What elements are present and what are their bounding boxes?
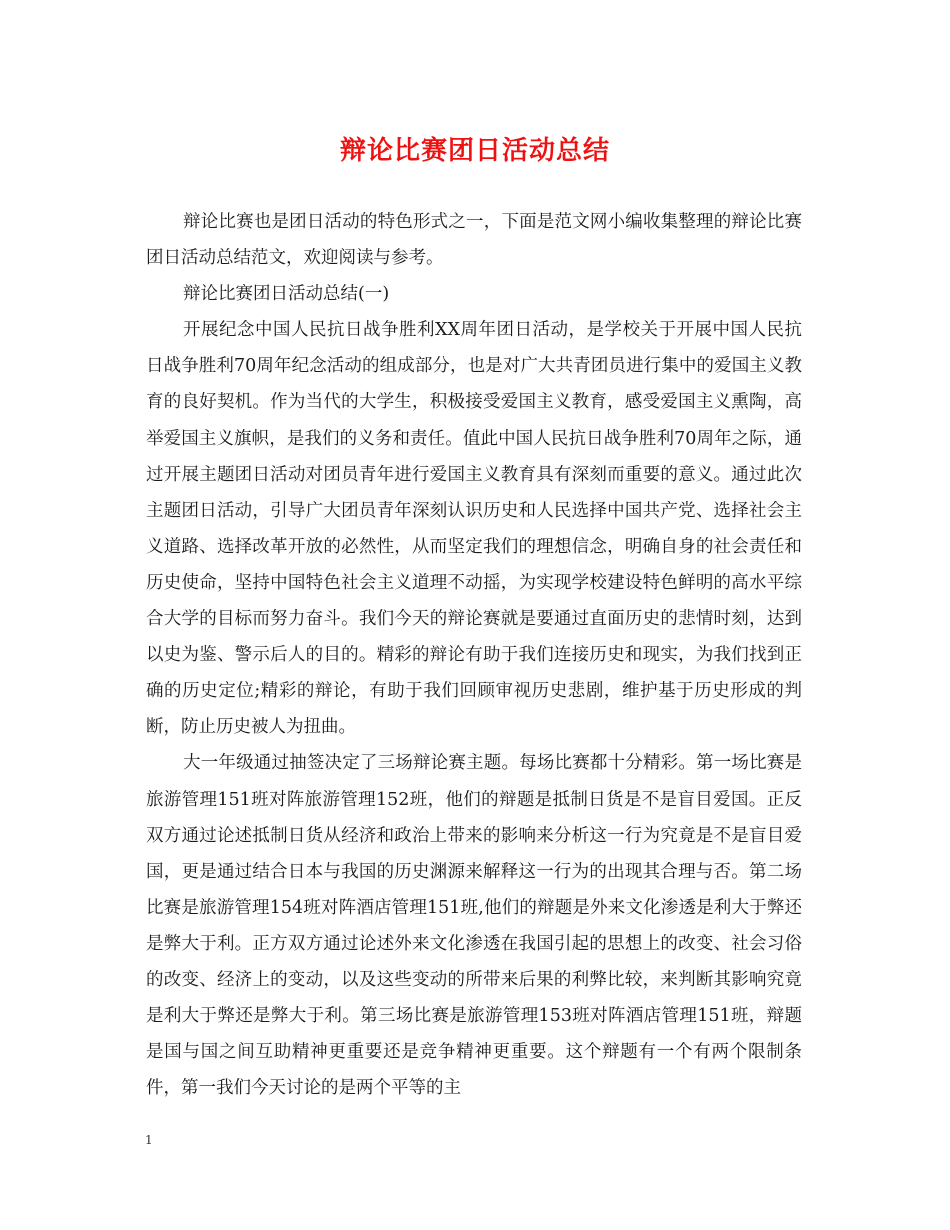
body-paragraph: 大一年级通过抽签决定了三场辩论赛主题。每场比赛都十分精彩。第一场比赛是旅游管理151班对阵旅游管理152班，他们的辩题是抵制日货是不是盲目爱国。正反双方通过论述抵制日货从经济和政治上带来的影响来分析这一行为究竟是不是盲目爱国，更是通过结合日本与我国的历史渊源来解释这一行为的出现其合理与否。第二场比赛是旅游管理154班对阵酒店管理151班,他们的辩题是外来文化渗透是利大于弊还是弊大于利。正方双方通过论述外来文化渗透在我国引起的思想上的改变、社会习俗的改变、经济上的变动，以及这些变动的所带来后果的利弊比较，来判断其影响究竟是利大于弊还是弊大于利。第三场比赛是旅游管理153班对阵酒店管理151班，辩题是国与国之间互助精神更重要还是竞争精神更重要。这个辩题有一个有两个限制条件，第一我们今天讨论的是两个平等的主 — [146, 753, 802, 1099]
section-heading: 辩论比赛团日活动总结(一) — [183, 284, 390, 305]
document-body — [146, 204, 802, 1106]
document-title: 辩论比赛团日活动总结 — [339, 136, 610, 166]
intro-paragraph: 辩论比赛也是团日活动的特色形式之一，下面是范文网小编收集整理的辩论比赛团日活动总结范文，欢迎阅读与参考。 — [146, 212, 802, 269]
body-paragraph: 开展纪念中国人民抗日战争胜利XX周年团日活动，是学校关于开展中国人民抗日战争胜利70周年纪念活动的组成部分，也是对广大共青团员进行集中的爱国主义教育的良好契机。作为当代的大学生，积极接受爱国主义教育，感受爱国主义熏陶，高举爱国主义旗帜，是我们的义务和责任。值此中国人民抗日战争胜利70周年之际，通过开展主题团日活动对团员青年进行爱国主义教育具有深刻而重要的意义。通过此次主题团日活动，引导广大团员青年深刻认识历史和人民选择中国共产党、选择社会主义道路、选择改革开放的必然性，从而坚定我们的理想信念，明确自身的社会责任和历史使命，坚持中国特色社会主义道理不动摇，为实现学校建设特色鲜明的高水平综合大学的目标而努力奋斗。我们今天的辩论赛就是要通过直面历史的悲情时刻，达到以史为鉴、警示后人的目的。精彩的辩论有助于我们连接历史和现实，为我们找到正确的历史定位;精彩的辩论，有助于我们回顾审视历史悲剧，维护基于历史形成的判断，防止历史被人为扭曲。 — [146, 320, 802, 738]
page-number: 1 — [145, 1133, 153, 1147]
